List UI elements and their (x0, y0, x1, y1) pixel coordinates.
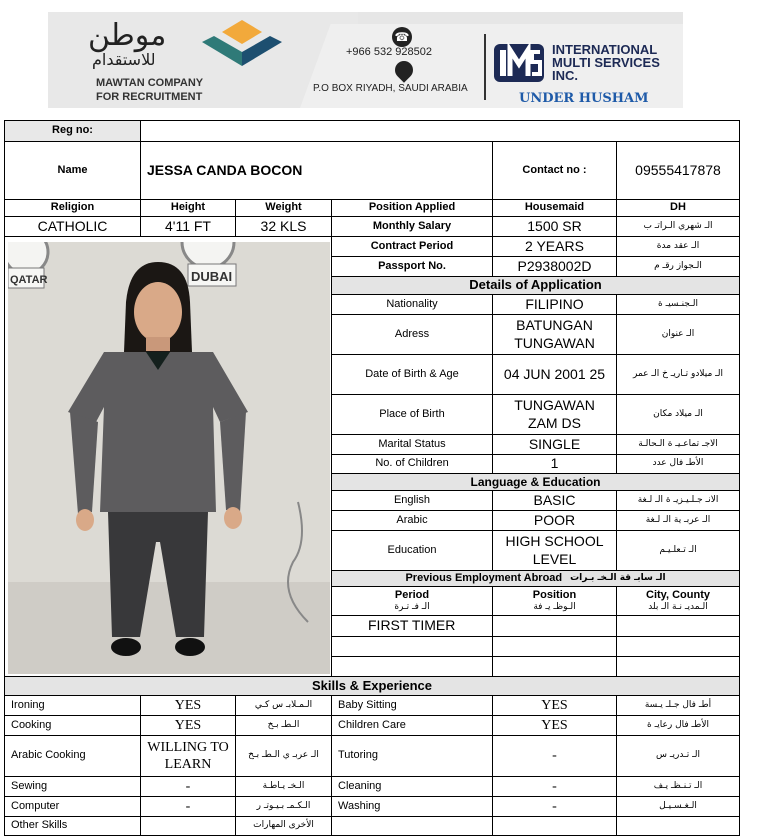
reg-no-value (140, 120, 740, 142)
dob-label: Date of Birth & Age (331, 354, 493, 395)
skill-computer-arabic: الـكـمـ بـيـوتـ ر (235, 796, 332, 817)
children-label: No. of Children (331, 454, 493, 474)
skill-empty-label (331, 816, 493, 836)
contact-value: 09555417878 (616, 141, 740, 200)
name-value: JESSA CANDA BOCON (140, 141, 493, 200)
skill-arabic-cooking-arabic: الـ عربـ ي الـطـ بـخ (235, 735, 332, 777)
prev-emp-row1-period: FIRST TIMER (331, 615, 493, 637)
height-value: 4'11 FT (140, 216, 236, 237)
education-value: HIGH SCHOOL LEVEL (492, 530, 617, 571)
details-section-title: Details of Application (331, 276, 740, 295)
contract-label: Contract Period (331, 236, 493, 257)
contract-arabic: الـ عقد مدة (616, 236, 740, 257)
period-header: Period الـ فـ تـرة (331, 586, 493, 616)
weight-value: 32 KLS (235, 216, 332, 237)
skill-cleaning-arabic: الـ تـنـظـ يـف (616, 776, 740, 797)
skill-computer-value: - (140, 796, 236, 817)
nationality-value: FILIPINO (492, 294, 617, 315)
prev-emp-row3-position (492, 656, 617, 677)
skill-sewing-label: Sewing (4, 776, 141, 797)
skill-cleaning-label: Cleaning (331, 776, 493, 797)
weight-header: Weight (235, 199, 332, 217)
skill-childcare-value: YES (492, 715, 617, 736)
skill-empty-value (492, 816, 617, 836)
nationality-label: Nationality (331, 294, 493, 315)
religion-header: Religion (4, 199, 141, 217)
phone-icon: ☎ (392, 27, 412, 47)
passport-value: P2938002D (492, 256, 617, 277)
children-value: 1 (492, 454, 617, 474)
skill-washing-label: Washing (331, 796, 493, 817)
photo-frame (4, 236, 332, 677)
skill-tutoring-label: Tutoring (331, 735, 493, 777)
city-header: City, County الـمديـ نـة الـ بلد (616, 586, 740, 616)
skill-other-arabic: الأخرى المهارات (235, 816, 332, 836)
mawtan-company-name: MAWTAN COMPANY FOR RECRUITMENT (96, 77, 204, 103)
skill-washing-value: - (492, 796, 617, 817)
birthplace-label: Place of Birth (331, 394, 493, 435)
name-label: Name (4, 141, 141, 200)
mawtan-arabic-subtitle: للاستقدام (92, 50, 156, 69)
children-arabic: الأطـ فال عدد (616, 454, 740, 474)
birthplace-arabic: الـ ميلاد مكان (616, 394, 740, 435)
under-husham-label: UNDER HUSHAM (519, 91, 649, 106)
contract-value: 2 YEARS (492, 236, 617, 257)
skill-sewing-value: - (140, 776, 236, 797)
position-code: DH (616, 199, 740, 217)
arabic-arabic: الـ عربـ ية الـ لـغة (616, 510, 740, 531)
english-arabic: الانـ جـلـيـزيـ ة الـ لـغة (616, 490, 740, 511)
marital-label: Marital Status (331, 434, 493, 455)
education-label: Education (331, 530, 493, 571)
ims-logo-icon (492, 40, 546, 86)
address-arabic: الـ عنوان (616, 314, 740, 355)
prev-employment-title (331, 570, 740, 587)
reg-no-label: Reg no: (4, 120, 141, 142)
skill-childcare-label: Children Care (331, 715, 493, 736)
skill-cleaning-value: - (492, 776, 617, 797)
mawtan-diamond-icon (200, 20, 284, 68)
ims-company-name: INTERNATIONAL MULTI SERVICES INC. (552, 42, 660, 83)
prev-emp-row2-city (616, 636, 740, 657)
height-header: Height (140, 199, 236, 217)
marital-value: SINGLE (492, 434, 617, 455)
skill-empty-arabic (616, 816, 740, 836)
prev-emp-row1-position (492, 615, 617, 637)
salary-arabic: الـ شهري الـراتـ ب (616, 216, 740, 237)
salary-label: Monthly Salary (331, 216, 493, 237)
position-applied-header: Position Applied (331, 199, 493, 217)
prev-employment-title-ar: الـ سابـ قة الـخـ بـرات (570, 572, 666, 583)
nationality-arabic: الـجنـسيـ ة (616, 294, 740, 315)
skill-babysitting-arabic: أطـ فال جـلـ يـسة (616, 695, 740, 716)
skill-computer-label: Computer (4, 796, 141, 817)
language-section-title: Language & Education (331, 473, 740, 491)
prev-emp-row1-city (616, 615, 740, 637)
prev-emp-row3-period (331, 656, 493, 677)
skill-ironing-value: YES (140, 695, 236, 716)
english-label: English (331, 490, 493, 511)
header-divider (484, 34, 486, 100)
religion-value: CATHOLIC (4, 216, 141, 237)
passport-label: Passport No. (331, 256, 493, 277)
address-label: Adress (331, 314, 493, 355)
dob-value: 04 JUN 2001 25 (492, 354, 617, 395)
marital-arabic: الاجـ تماعـيـ ة الـحالـة (616, 434, 740, 455)
arabic-label: Arabic (331, 510, 493, 531)
skill-babysitting-label: Baby Sitting (331, 695, 493, 716)
dubai-sign: DUBAI (191, 269, 233, 284)
skill-other-value (140, 816, 236, 836)
education-arabic: الـ تـعلـيـم (616, 530, 740, 571)
contact-label: Contact no : (492, 141, 617, 200)
prev-employment-title-en: Previous Employment Abroad (405, 571, 563, 584)
skill-ironing-label: Ironing (4, 695, 141, 716)
skill-arabic-cooking-label: Arabic Cooking (4, 735, 141, 777)
skill-cooking-label: Cooking (4, 715, 141, 736)
position-header: Position الـوظـ يـ فة (492, 586, 617, 616)
skill-washing-arabic: الـغـسـيـل (616, 796, 740, 817)
position-value: Housemaid (492, 199, 617, 217)
address-value: BATUNGAN TUNGAWAN (492, 314, 617, 355)
english-value: BASIC (492, 490, 617, 511)
qatar-sign: QATAR (10, 274, 48, 286)
skill-tutoring-arabic: الـ تـدريـ س (616, 735, 740, 777)
salary-value: 1500 SR (492, 216, 617, 237)
skill-babysitting-value: YES (492, 695, 617, 716)
arabic-value: POOR (492, 510, 617, 531)
skill-childcare-arabic: الأطـ فال رعايـ ة (616, 715, 740, 736)
skill-cooking-arabic: الـطـ بـخ (235, 715, 332, 736)
mawtan-arabic-logo: موطن (88, 18, 167, 53)
phone-number: +966 532 928502 (346, 46, 432, 58)
skill-other-label: Other Skills (4, 816, 141, 836)
prev-emp-row3-city (616, 656, 740, 677)
passport-arabic: الـجواز رقـ م (616, 256, 740, 277)
skill-sewing-arabic: الـخـ يـاطـة (235, 776, 332, 797)
birthplace-value: TUNGAWAN ZAM DS (492, 394, 617, 435)
skill-cooking-value: YES (140, 715, 236, 736)
skill-ironing-arabic: الـمـلابـ س كـي (235, 695, 332, 716)
prev-emp-row2-period (331, 636, 493, 657)
company-address: P.O BOX RIYADH, SAUDI ARABIA (313, 83, 468, 94)
dob-arabic: الـ ميلادو تـاريـ خ الـ عمر (616, 354, 740, 395)
skills-section-title: Skills & Experience (4, 676, 740, 696)
skill-tutoring-value: - (492, 735, 617, 777)
prev-emp-row2-position (492, 636, 617, 657)
skill-arabic-cooking-value: WILLING TO LEARN (140, 735, 236, 777)
